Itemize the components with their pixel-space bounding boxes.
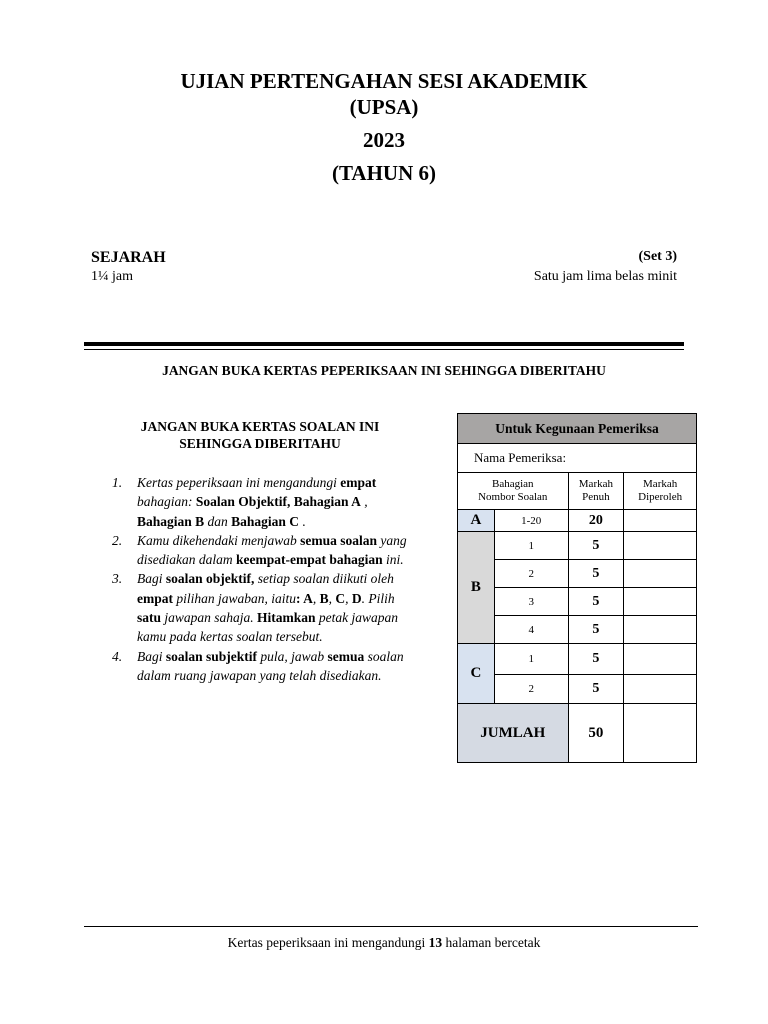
instruction-number: 2. (112, 532, 123, 548)
section-c-label: C (458, 644, 495, 704)
instruction-item (112, 531, 417, 570)
examiner-table (457, 413, 697, 763)
instruction-text: empat (137, 590, 173, 606)
instruction-text: setiap soalan diikuti oleh (254, 571, 394, 587)
question-number: 2 (494, 560, 568, 588)
instruction-text: semua (327, 648, 365, 664)
instruction-text: Kertas peperiksaan ini mengandungi (137, 475, 341, 490)
instruction-text: Soalan Objektif, Bahagian A (195, 494, 361, 510)
obtained-marks-cell[interactable] (624, 644, 697, 675)
instruction-number: 3. (112, 571, 123, 587)
instruction-text: pilihan jawaban, iaitu (173, 590, 297, 606)
instruction-text: soalan dalam ruang jawapan yang telah disediakan. (137, 648, 404, 683)
col-header-obtained-line1: Markah (643, 478, 678, 490)
question-number: 1 (494, 532, 568, 560)
page-count-footer (0, 935, 768, 951)
col-header-full-line1: Markah (578, 478, 613, 490)
instruction-text: , (360, 494, 368, 510)
header-divider-thick (84, 342, 684, 346)
footer-page-count: 13 (428, 935, 443, 950)
exam-duration-words: Satu jam lima belas minit (533, 269, 677, 284)
question-number: 2 (494, 675, 568, 704)
footer-text-before: Kertas peperiksaan ini mengandungi (227, 935, 429, 950)
footer-divider (84, 926, 698, 927)
instruction-text: . (299, 513, 306, 529)
instruction-text: , (312, 590, 320, 606)
instruction-text: empat (340, 475, 377, 490)
question-number: 4 (494, 616, 568, 644)
instruction-number: 4. (112, 648, 123, 664)
question-number: 1 (494, 644, 568, 675)
obtained-marks-cell[interactable] (624, 532, 697, 560)
question-number: 3 (494, 588, 568, 616)
section-a-label: A (458, 510, 495, 532)
total-label: JUMLAH (458, 704, 569, 763)
instruction-text: soalan subjektif (165, 648, 258, 664)
full-marks: 5 (568, 532, 624, 560)
header-divider-thin (84, 349, 684, 350)
full-marks: 5 (568, 644, 624, 675)
instruction-number: 1. (112, 475, 123, 490)
instruction-text: B (319, 590, 329, 606)
question-number: 1-20 (494, 510, 568, 532)
exam-duration: 1¼ jam (91, 269, 133, 284)
subject-name: SEJARAH (91, 249, 166, 266)
exam-year: 2023 (363, 128, 405, 152)
obtained-marks-cell[interactable] (624, 616, 697, 644)
instruction-item (112, 647, 417, 686)
obtained-marks-cell[interactable] (624, 588, 697, 616)
full-marks: 5 (568, 675, 624, 704)
instruction-text: soalan objektif, (165, 571, 255, 587)
instruction-text: semua soalan (300, 532, 377, 548)
total-full-marks: 50 (568, 704, 624, 763)
obtained-marks-cell[interactable] (624, 560, 697, 588)
instruction-text: D (351, 590, 362, 606)
instruction-text: pula, jawab (257, 648, 328, 664)
examiner-name-label: Nama Pemeriksa: (458, 444, 697, 473)
instruction-text: , (328, 590, 336, 606)
obtained-marks-cell[interactable] (624, 675, 697, 704)
instruction-text: bahagian: (137, 494, 196, 510)
col-header-section (458, 473, 569, 510)
instruction-text: keempat-empat bahagian (236, 552, 383, 568)
col-header-section-line1: Bahagian (491, 478, 534, 490)
exam-abbreviation: (UPSA) (349, 95, 419, 119)
instruction-item (112, 473, 417, 531)
instruction-text: C (335, 590, 346, 606)
exam-grade: (TAHUN 6) (331, 161, 436, 185)
instruction-text: Hitamkan (257, 610, 316, 626)
instructions-heading-line1: JANGAN BUKA KERTAS SOALAN INI (140, 419, 380, 434)
instruction-text: dan (204, 513, 232, 529)
full-marks: 5 (568, 560, 624, 588)
col-header-full-marks (568, 473, 624, 510)
do-not-open-warning: JANGAN BUKA KERTAS PEPERIKSAAN INI SEHINGGA DIBERITAHU (162, 363, 606, 378)
instruction-text: petak jawapan kamu pada kertas soalan tersebut. (137, 610, 399, 645)
instruction-text: . Pilih (361, 590, 395, 606)
examiner-table-title: Untuk Kegunaan Pemeriksa (458, 414, 697, 444)
table-row (458, 510, 697, 532)
instruction-text: jawapan sahaja. (161, 610, 258, 626)
col-header-obtained-marks (624, 473, 697, 510)
total-obtained-cell[interactable] (624, 704, 697, 763)
table-row (458, 532, 697, 560)
col-header-full-line2: Penuh (582, 491, 610, 503)
instruction-text: Bahagian C (231, 513, 300, 529)
footer-text-after: halaman bercetak (442, 935, 541, 950)
instructions-list (112, 473, 417, 685)
instruction-text: Kamu dikehendaki menjawab (137, 532, 301, 548)
full-marks: 5 (568, 588, 624, 616)
table-row (458, 644, 697, 675)
instruction-text: , (345, 590, 352, 606)
instruction-text: Bagi (137, 571, 166, 587)
instruction-item (112, 569, 417, 646)
col-header-obtained-line2: Diperoleh (638, 491, 683, 503)
instructions-heading-line2: SEHINGGA DIBERITAHU (179, 436, 341, 451)
exam-title: UJIAN PERTENGAHAN SESI AKADEMIK (180, 69, 588, 93)
instruction-text: Bahagian B (137, 513, 205, 529)
section-b-label: B (458, 532, 495, 644)
full-marks: 20 (568, 510, 624, 532)
exam-set: (Set 3) (638, 249, 677, 264)
instruction-text: yang disediakan dalam (137, 532, 407, 568)
full-marks: 5 (568, 616, 624, 644)
obtained-marks-cell[interactable] (624, 510, 697, 532)
instructions-heading (110, 418, 410, 452)
instruction-text: satu (137, 610, 162, 626)
instruction-text: ini. (382, 552, 404, 568)
instruction-text: : A (296, 590, 313, 606)
col-header-section-line2: Nombor Soalan (478, 491, 548, 503)
instruction-text: Bagi (137, 648, 166, 664)
